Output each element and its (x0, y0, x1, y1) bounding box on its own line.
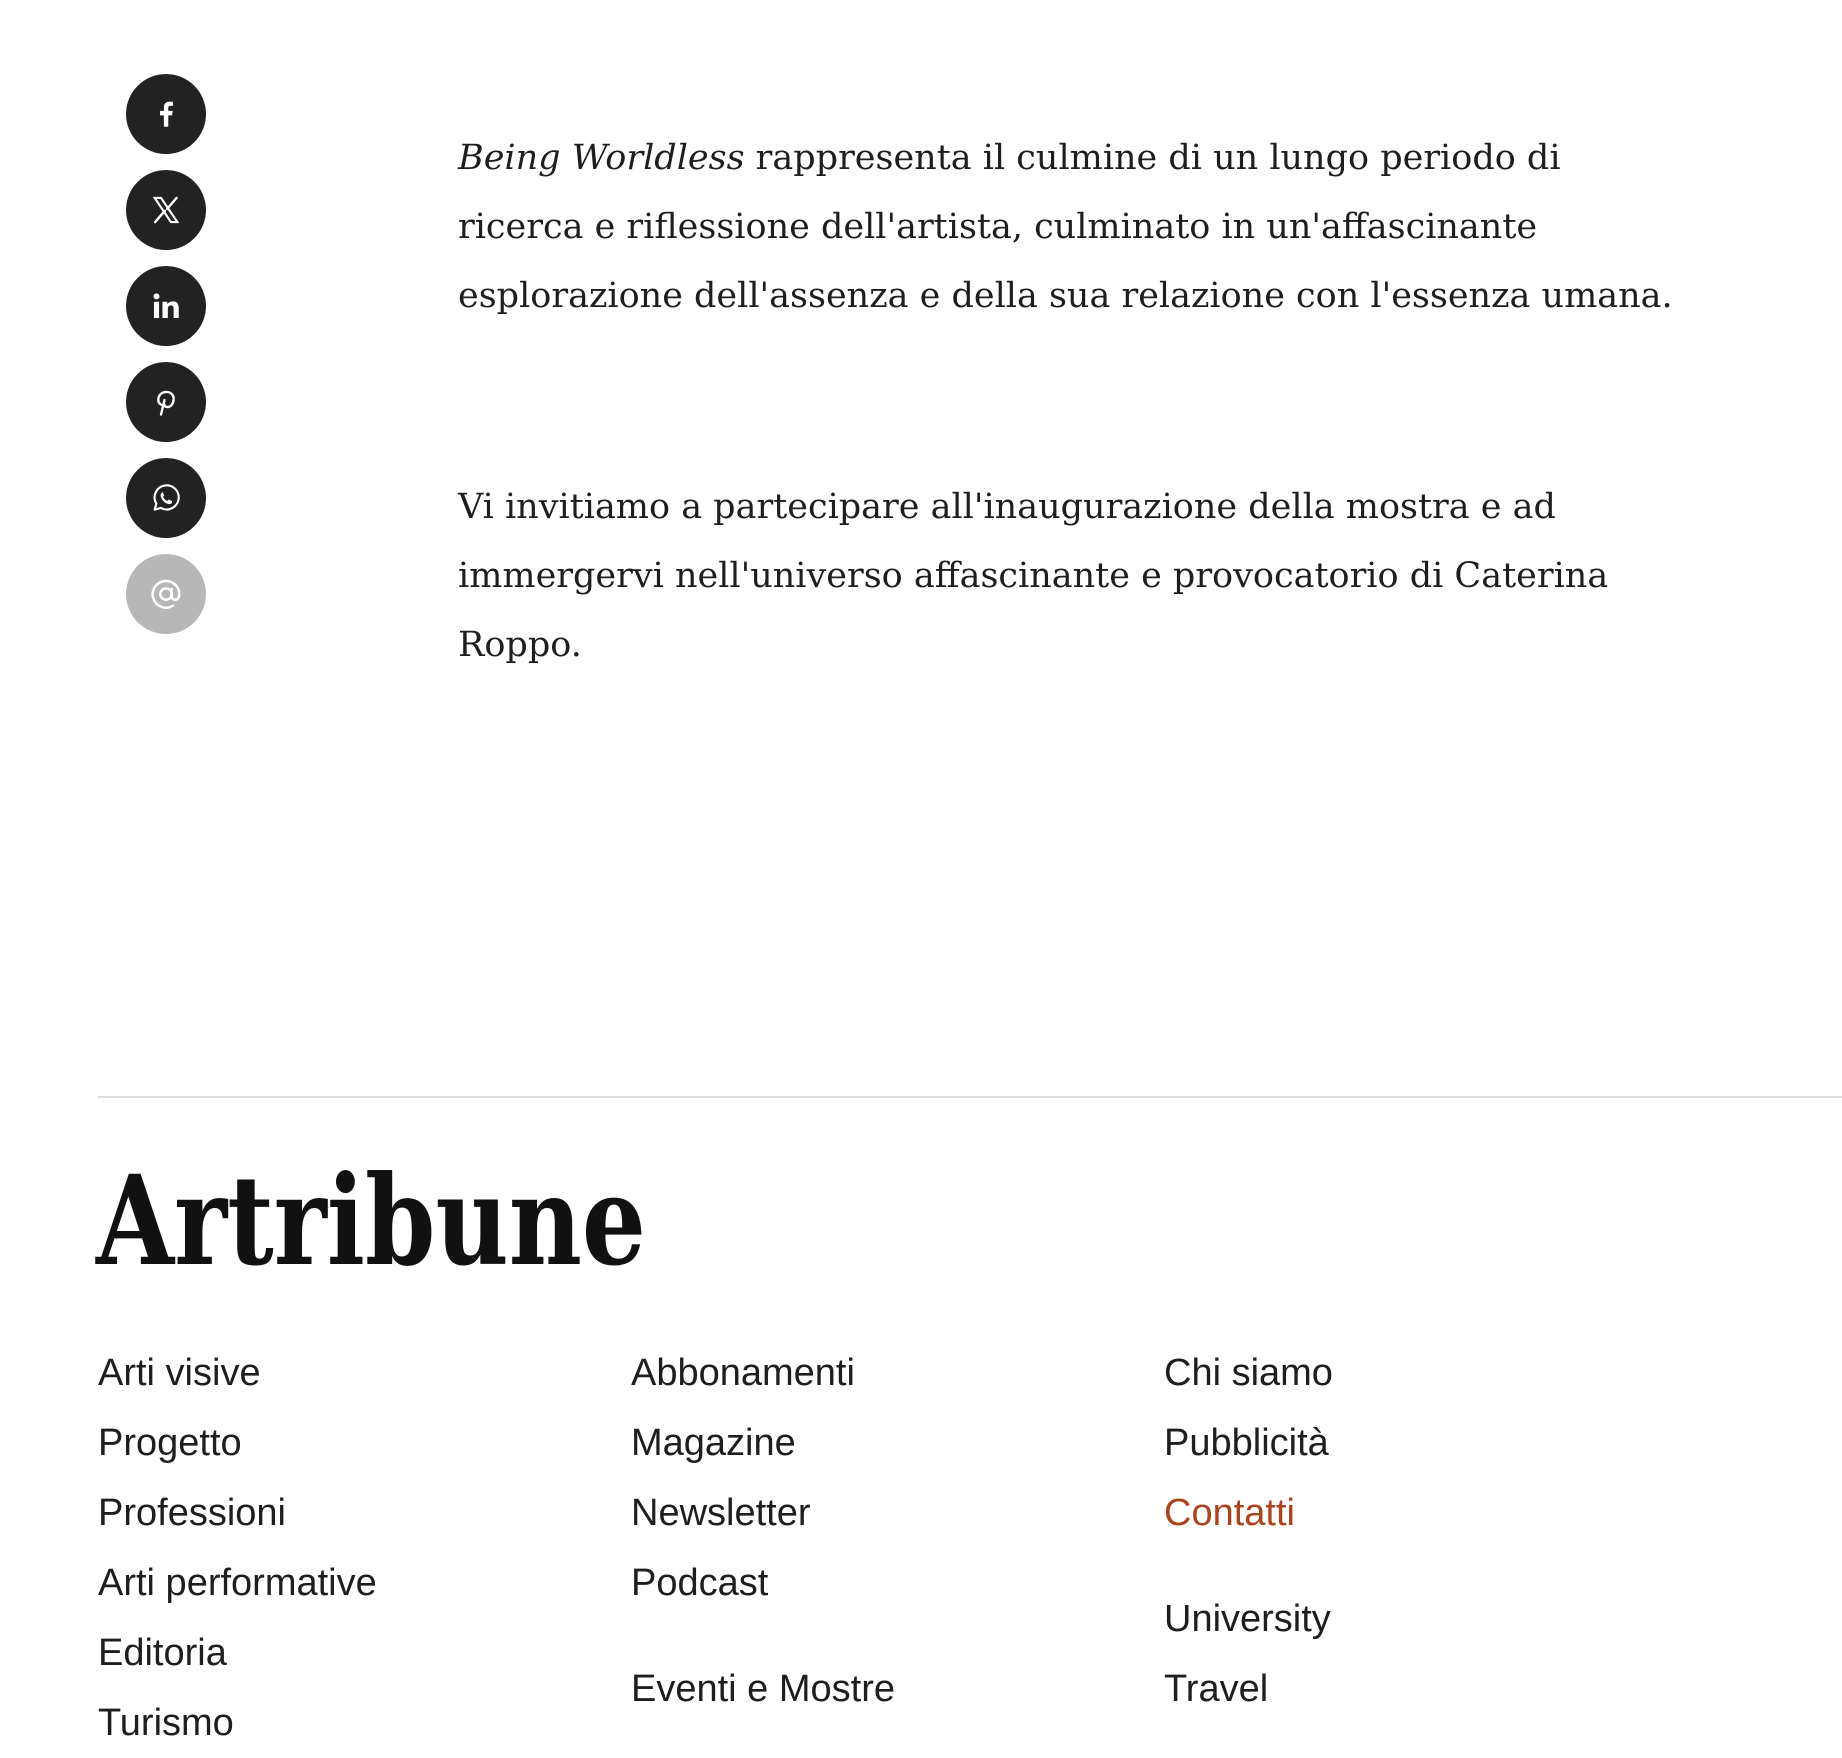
share-pinterest-button[interactable] (126, 362, 206, 442)
facebook-icon (149, 97, 183, 131)
footer-link-professioni[interactable]: Professioni (98, 1492, 286, 1534)
footer-link-progetto[interactable]: Progetto (98, 1422, 242, 1464)
footer-spacer (1164, 1548, 1624, 1584)
share-email-button[interactable] (126, 554, 206, 634)
artwork-title: Being Worldless (458, 138, 745, 178)
footer-link-arti-visive[interactable]: Arti visive (98, 1352, 261, 1394)
article-paragraph: Vi invitiamo a partecipare all'inaugurazione della mostra e ad immergervi nell'universo affascinante e provocatorio di Caterina Roppo. (458, 487, 1609, 665)
footer-link-contatti[interactable]: Contatti (1164, 1492, 1295, 1534)
share-facebook-button[interactable] (126, 74, 206, 154)
footer-logo[interactable] (95, 1149, 656, 1294)
article-body (458, 124, 1678, 680)
paragraph-text: rappresenta il culmine di un lungo periodo di ricerca e riflessione dell'artista, culminato in un'affascinante esplorazione dell'assenza e della sua relazione con l'essenza umana. (458, 138, 1673, 316)
footer-column-services (631, 1338, 1091, 1724)
whatsapp-icon (149, 481, 183, 515)
footer-divider (98, 1096, 1842, 1098)
footer-spacer (631, 1618, 1091, 1654)
footer-link-turismo[interactable]: Turismo (98, 1702, 234, 1744)
pinterest-icon (151, 387, 181, 417)
footer-link-podcast[interactable]: Podcast (631, 1562, 769, 1604)
share-linkedin-button[interactable] (126, 266, 206, 346)
footer-column-company (1164, 1338, 1624, 1724)
footer-link-chi-siamo[interactable]: Chi siamo (1164, 1352, 1333, 1394)
share-rail (126, 74, 206, 634)
footer-link-university[interactable]: University (1164, 1598, 1331, 1640)
logo-wordmark: Artribune (95, 1149, 646, 1294)
footer-link-newsletter[interactable]: Newsletter (631, 1492, 811, 1534)
share-x-button[interactable] (126, 170, 206, 250)
article-paragraph (458, 124, 1678, 331)
footer-link-arti-performative[interactable]: Arti performative (98, 1562, 377, 1604)
at-icon (146, 574, 186, 614)
footer-link-travel[interactable]: Travel (1164, 1668, 1269, 1710)
share-whatsapp-button[interactable] (126, 458, 206, 538)
footer-link-editoria[interactable]: Editoria (98, 1632, 227, 1674)
footer-column-sections (98, 1338, 558, 1758)
footer-link-abbonamenti[interactable]: Abbonamenti (631, 1352, 855, 1394)
footer-link-eventi-e-mostre[interactable]: Eventi e Mostre (631, 1668, 895, 1710)
footer-link-pubblicita[interactable]: Pubblicità (1164, 1422, 1329, 1464)
footer-link-magazine[interactable]: Magazine (631, 1422, 796, 1464)
linkedin-icon (149, 289, 183, 323)
x-icon (149, 193, 183, 227)
